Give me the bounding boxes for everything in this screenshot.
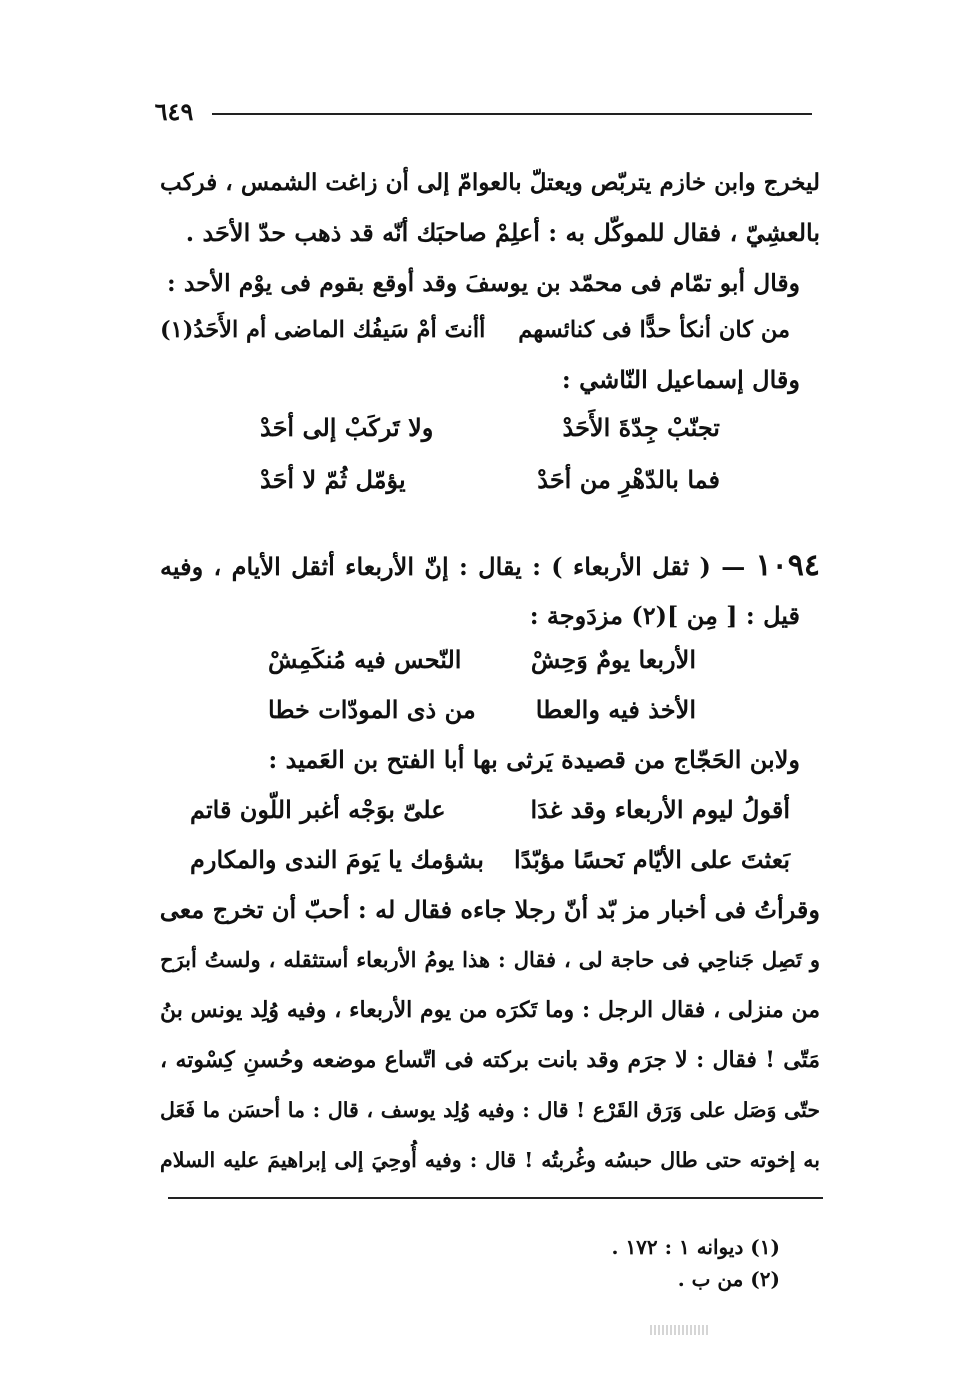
verse-first-hemistich: الأربعا يومٌ وَحِشْ <box>530 645 696 674</box>
text-line: وقال أبو تمّام فى محمّد بن يوسفَ وقد أوقع بقوم فى يوْم الأحد : <box>166 269 800 297</box>
verse-second-hemistich: بشؤمك يا يَومَ الندى والمكارم <box>190 845 484 874</box>
header-rule <box>212 113 812 115</box>
verse-second-hemistich: علىّ بوَجْه أغبر اللّون قاتم <box>190 795 446 824</box>
verse-line <box>268 692 696 728</box>
verse-second-hemistich: يؤمّل ثُمّ لا أحَدْ <box>260 465 406 494</box>
text-line: وقرأتُ فى أخبار مز بّد أنّ رجلا جاءه فقال له : أحبّ أن تخرج معى <box>159 895 820 924</box>
text-line: وقال إسماعيل النّاشي : <box>561 365 800 394</box>
footnote-rule <box>168 1197 823 1199</box>
text-line: من منزلى ، فقال الرجل : وما تَكرَه من يوم الأربعاء ، وفيه وُلِد يونس بنُ <box>160 997 820 1023</box>
entry-heading-line <box>160 548 820 585</box>
verse-first-hemistich: من كان أنكأ حدًّا فى كنائسهم <box>518 317 790 343</box>
text-line: به إخوته حتى طال حبسُه وغُربتُه ! قال : وفيه أُوحِيَ إلى إبراهيمَ عليه السلام <box>160 1148 820 1172</box>
verse-first-hemistich: تجنّبْ جِدّةَ الأَحَدْ <box>562 413 720 442</box>
verse-first-hemistich: أقولُ ليوم الأربعاء وقد غدَا <box>530 795 790 824</box>
text-line: مَتّى ! فقال : لا جرَم وقد بانت بركته فى اتّساع موضعه وحُسنِ كِسْوته ، <box>160 1047 820 1073</box>
verse-line <box>260 410 720 446</box>
scan-smudge <box>650 1325 710 1335</box>
text-line: ليخرج وابن خازم يتربّص ويعتلّ بالعوامّ إلى أن زاغت الشمس ، فركب <box>160 169 820 196</box>
verse-line <box>160 312 790 348</box>
verse-line <box>260 462 720 498</box>
footnote: (١) ديوانه ١ : ١٧٢ . <box>611 1235 780 1259</box>
page-number: ٦٤٩ <box>154 97 194 126</box>
verse-second-hemistich: النّحس فيه مُنكَمِشْ <box>268 645 462 674</box>
verse-first-hemistich: بَعثتَ على الأيّام نَحسًا مؤبّدًا <box>513 845 790 874</box>
text-line: قيل : [ مِن ](٢) مزدَوجة : <box>529 601 800 630</box>
verse-line <box>190 842 790 878</box>
text-line: حتّى وَصَل على وَرَق القَرْع ! قال : وفيه وُلِد يوسف ، قال : ما أحسَن ما فَعَل <box>160 1098 820 1122</box>
text-line: ولابن الحَجّاج من قصيدة يَرثى بها أبا الفتح بن العَميد : <box>268 745 800 774</box>
text-line: بالعشِيّ ، فقال للموكّل به : أعلِمْ صاحبَك أنّه قد ذهب حدّ الأحَد . <box>185 218 820 247</box>
text-line: و تَصِل جَناحِي فى حاجة لى ، فقال : هذا يومُ الأربعاء أستثقله ، ولستُ أبرَح <box>160 947 820 972</box>
verse-first-hemistich: الأخذ فيه والعطا <box>535 695 696 724</box>
entry-number: ١٠٩٤ <box>755 548 820 583</box>
verse-second-hemistich: من ذى المودّات خطا <box>268 695 476 724</box>
entry-text: — ( ثقل الأربعاء ) : يقال : إنّ الأربعاء أثقل الأيام ، وفيه <box>160 552 756 581</box>
footnote: (٢) من ب . <box>677 1267 780 1291</box>
verse-first-hemistich: فما بالدّهْرِ من أحَدْ <box>537 465 720 494</box>
verse-line <box>190 792 790 828</box>
verse-line <box>268 642 696 678</box>
verse-second-hemistich: أأنتَ أمْ سَيفُك الماضى أم الأَحَدُ(١) <box>160 317 486 343</box>
verse-second-hemistich: ولا تَركَبْ إلى أحَدْ <box>260 413 434 442</box>
